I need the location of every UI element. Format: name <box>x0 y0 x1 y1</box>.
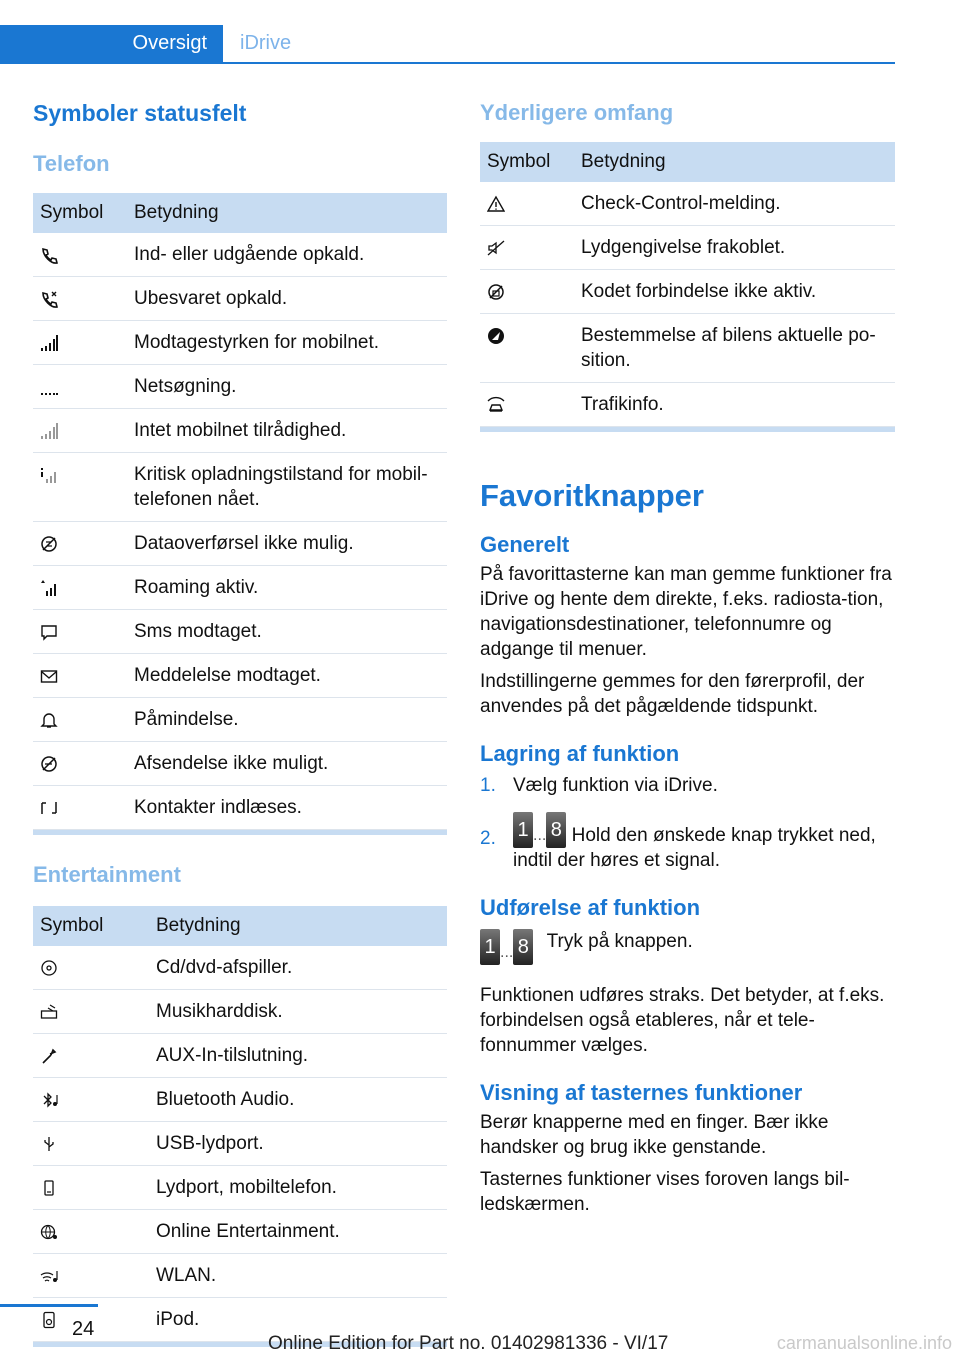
table-row <box>480 314 895 383</box>
table-row <box>33 453 447 522</box>
mobile-audio-icon <box>40 1179 58 1197</box>
table-row <box>33 610 447 654</box>
symbol-cell <box>33 1122 149 1166</box>
symbol-cell <box>33 698 127 742</box>
symbol-cell <box>480 226 574 270</box>
favorite-key-1-icon: 1 <box>513 812 533 848</box>
signal-strength-icon <box>40 334 58 352</box>
entertainment-symbols-table <box>33 906 447 1342</box>
heading-visning: Visning af tasternes funktioner <box>480 1080 803 1105</box>
tab-oversigt[interactable]: Oversigt <box>0 25 223 62</box>
harddisk-icon <box>40 1003 58 1021</box>
symbol-cell <box>480 182 574 226</box>
table-row <box>480 182 895 226</box>
table-row <box>33 1210 447 1254</box>
symbol-cell <box>33 1166 149 1210</box>
table-row <box>33 742 447 786</box>
symbol-cell <box>480 270 574 314</box>
sms-icon <box>40 623 58 641</box>
symbol-cell <box>33 365 127 409</box>
online-entertainment-icon <box>40 1223 58 1241</box>
no-data-icon <box>40 535 58 553</box>
exec-row <box>480 929 895 973</box>
meaning-cell: USB-lydport. <box>149 1122 447 1166</box>
col-symbol: Symbol <box>33 906 149 946</box>
send-failed-icon <box>40 755 58 773</box>
symbol-cell <box>33 946 149 990</box>
table-row <box>33 654 447 698</box>
col-symbol: Symbol <box>33 193 127 233</box>
symbol-cell <box>33 654 127 698</box>
general-paragraph-1: På favorittasterne kan man gemme funktioner fra iDrive og hente dem direkte, f.eks. radiosta-tion, navigationsdestinationer, telefonnumre og adgange til menuer. <box>480 564 892 660</box>
show-paragraph-1: Berør knapperne med en finger. Bær ikke handsker og brug ikke genstande. <box>480 1112 829 1158</box>
mail-icon <box>40 667 58 685</box>
step-text: Hold den ønskede knap trykket ned, indtil der høres et signal. <box>513 825 876 871</box>
table-row <box>33 990 447 1034</box>
meaning-cell: Roaming aktiv. <box>127 566 447 610</box>
step-2 <box>480 812 895 873</box>
meaning-cell: Kontakter indlæses. <box>127 786 447 830</box>
edition-text: Online Edition for Part no. 01402981336 - VI/17 <box>268 1333 669 1354</box>
meaning-cell: Trafikinfo. <box>574 383 895 427</box>
wlan-icon <box>40 1267 58 1285</box>
location-icon <box>487 327 505 345</box>
meaning-cell: Check-Control-melding. <box>574 182 895 226</box>
symbol-cell <box>33 610 127 654</box>
left-column <box>33 100 447 1347</box>
meaning-cell: Online Entertainment. <box>149 1210 447 1254</box>
heading-entertainment: Entertainment <box>33 862 181 887</box>
symbol-cell <box>33 522 127 566</box>
heading-telefon: Telefon <box>33 151 110 176</box>
roaming-icon <box>40 579 58 597</box>
table-row <box>33 566 447 610</box>
col-meaning: Betydning <box>127 193 447 233</box>
symbol-cell <box>480 383 574 427</box>
no-network-icon <box>40 422 58 440</box>
meaning-cell: Kritisk opladningstilstand for mobil-telefonen nået. <box>127 453 447 522</box>
meaning-cell: iPod. <box>149 1298 447 1342</box>
exec-text: Tryk på knappen. <box>546 931 693 952</box>
usb-icon <box>40 1135 58 1153</box>
meaning-cell: Intet mobilnet tilrådighed. <box>127 409 447 453</box>
contacts-loading-icon <box>40 799 58 817</box>
meaning-cell: Ind- eller udgående opkald. <box>127 233 447 277</box>
watermark: carmanualsonline.info <box>776 1333 952 1353</box>
symbol-cell <box>33 742 127 786</box>
step-number: 1. <box>480 775 496 796</box>
header-tabs <box>0 25 895 64</box>
encryption-off-icon <box>487 283 505 301</box>
traffic-info-icon <box>487 396 505 414</box>
show-paragraph-2: Tasternes funktioner vises foroven langs bil-ledskærmen. <box>480 1169 850 1215</box>
general-paragraph-2: Indstillingerne gemmes for den førerprofil, der anvendes på det pågældende tidspunkt. <box>480 671 865 717</box>
table-end-bar <box>480 427 895 432</box>
meaning-cell: Bestemmelse af bilens aktuelle po-sition. <box>574 314 895 383</box>
right-column <box>480 100 895 1217</box>
mute-icon <box>487 239 505 257</box>
meaning-cell: Ubesvaret opkald. <box>127 277 447 321</box>
symbol-cell <box>33 321 127 365</box>
table-row <box>33 409 447 453</box>
meaning-cell: Afsendelse ikke muligt. <box>127 742 447 786</box>
favorite-key-1-icon: 1 <box>480 929 500 965</box>
low-battery-icon <box>40 466 58 484</box>
symbol-cell <box>33 453 127 522</box>
tab-idrive[interactable]: iDrive <box>240 32 292 54</box>
extra-symbols-table <box>480 142 895 427</box>
meaning-cell: Cd/dvd-afspiller. <box>149 946 447 990</box>
meaning-cell: Modtagestyrken for mobilnet. <box>127 321 447 365</box>
missed-call-icon <box>40 290 58 308</box>
col-symbol: Symbol <box>480 142 574 182</box>
meaning-cell: Meddelelse modtaget. <box>127 654 447 698</box>
table-end-bar <box>33 830 447 835</box>
table-row <box>33 277 447 321</box>
step-number: 2. <box>480 828 496 849</box>
heading-lagring: Lagring af funktion <box>480 741 680 766</box>
symbol-cell <box>33 990 149 1034</box>
col-meaning: Betydning <box>574 142 895 182</box>
aux-icon <box>40 1047 58 1065</box>
table-row <box>33 1122 447 1166</box>
phone-call-icon <box>40 246 58 264</box>
table-row <box>33 321 447 365</box>
bluetooth-audio-icon <box>40 1091 58 1109</box>
bell-icon <box>40 711 58 729</box>
heading-favoritknapper: Favoritknapper <box>480 478 704 513</box>
symbol-cell <box>480 314 574 383</box>
page-number: 24 <box>72 1318 95 1340</box>
meaning-cell: Sms modtaget. <box>127 610 447 654</box>
meaning-cell: WLAN. <box>149 1254 447 1298</box>
table-row <box>33 1034 447 1078</box>
meaning-cell: Dataoverførsel ikke mulig. <box>127 522 447 566</box>
table-row <box>33 786 447 830</box>
symbol-cell <box>33 277 127 321</box>
symbol-cell <box>33 233 127 277</box>
key-dots: ... <box>533 827 547 844</box>
meaning-cell: Påmindelse. <box>127 698 447 742</box>
step-text: Vælg funktion via iDrive. <box>513 775 718 796</box>
meaning-cell: Musikharddisk. <box>149 990 447 1034</box>
meaning-cell: Bluetooth Audio. <box>149 1078 447 1122</box>
table-row <box>33 1078 447 1122</box>
table-row <box>33 233 447 277</box>
table-row <box>33 1166 447 1210</box>
col-meaning: Betydning <box>149 906 447 946</box>
symbol-cell <box>33 1254 149 1298</box>
table-row <box>480 383 895 427</box>
meaning-cell: Lydport, mobiltelefon. <box>149 1166 447 1210</box>
table-row <box>33 698 447 742</box>
table-row <box>33 365 447 409</box>
footer-line <box>0 1304 98 1307</box>
network-search-icon <box>40 378 58 396</box>
symbol-cell <box>33 1078 149 1122</box>
favorite-key-8-icon: 8 <box>513 929 533 965</box>
exec-paragraph: Funktionen udføres straks. Det betyder, at f.eks. forbindelsen også etableres, når et tele-fonnummer vælges. <box>480 985 885 1056</box>
table-row <box>480 226 895 270</box>
favorite-key-8-icon: 8 <box>546 812 566 848</box>
symbol-cell <box>33 786 127 830</box>
symbol-cell <box>33 566 127 610</box>
cd-icon <box>40 959 58 977</box>
save-steps <box>480 773 895 873</box>
table-row <box>33 946 447 990</box>
key-dots: ... <box>500 944 514 961</box>
warning-icon <box>487 195 505 213</box>
heading-generelt: Generelt <box>480 532 570 557</box>
meaning-cell: Lydgengivelse frakoblet. <box>574 226 895 270</box>
symbol-cell <box>33 1034 149 1078</box>
table-row <box>33 1254 447 1298</box>
step-1 <box>480 773 895 798</box>
symbol-cell <box>33 1210 149 1254</box>
phone-symbols-table <box>33 193 447 830</box>
ipod-icon <box>40 1311 58 1329</box>
heading-udforelse: Udførelse af funktion <box>480 895 701 920</box>
meaning-cell: Kodet forbindelse ikke aktiv. <box>574 270 895 314</box>
heading-yderligere: Yderligere omfang <box>480 100 674 125</box>
meaning-cell: AUX-In-tilslutning. <box>149 1034 447 1078</box>
symbol-cell <box>33 409 127 453</box>
table-row <box>480 270 895 314</box>
meaning-cell: Netsøgning. <box>127 365 447 409</box>
section-title-statusbar: Symboler statusfelt <box>33 100 247 126</box>
table-row <box>33 522 447 566</box>
